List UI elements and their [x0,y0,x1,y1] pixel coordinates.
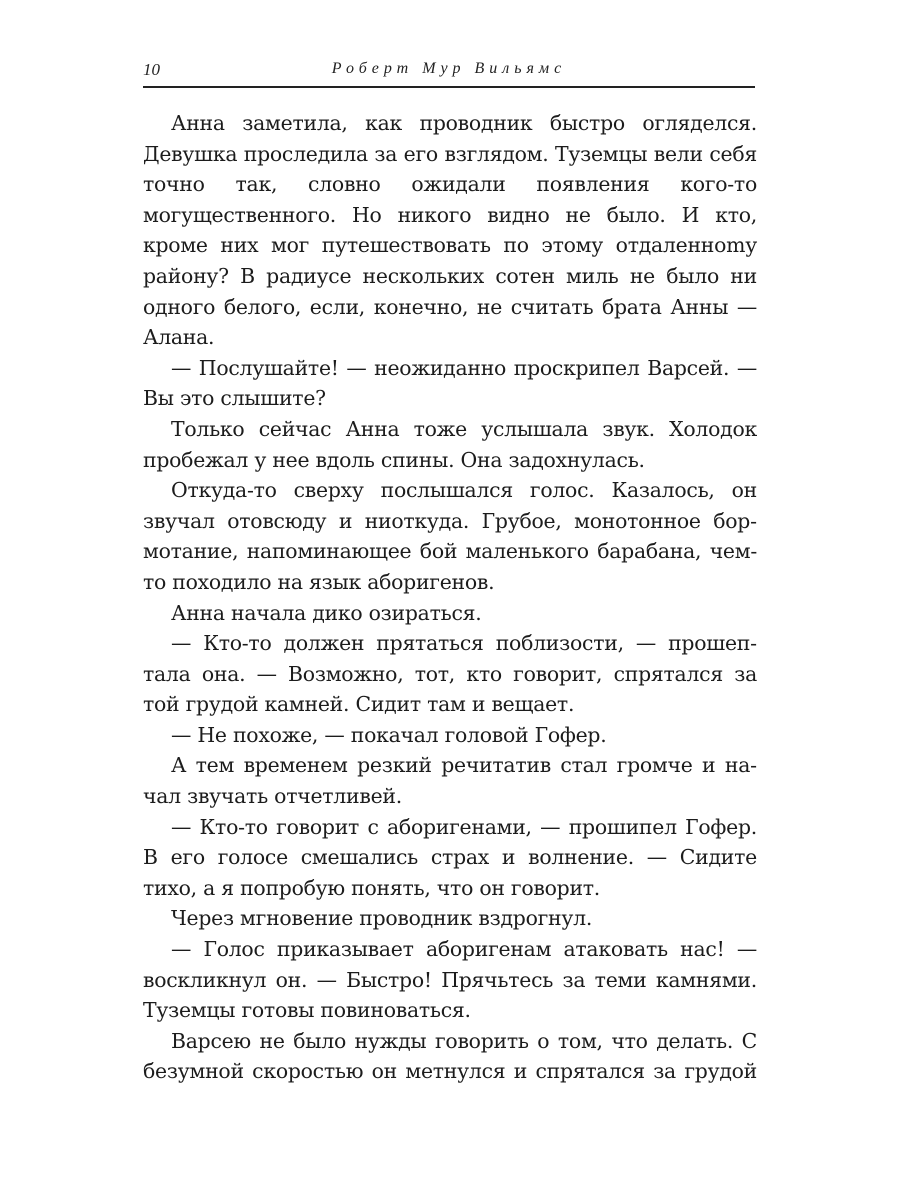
paragraph: — Кто-то должен прятаться поблизости, — прошептала она. — Возможно, тот, кто говорит, спрятался за той грудой камней. Сидит там и вещает. [143,631,757,717]
paragraph: Только сейчас Анна тоже услышала звук. Холодок пробежал у нее вдоль спины. Она задохнулась. [143,416,757,472]
paragraph: — Послушайте! — неожиданно проскрипел Варсей. — Вы это слышите? [143,355,757,411]
paragraph: Откуда-то сверху послышался голос. Казалось, он звучал отовсюду и ниоткуда. Грубое, монотонное бормотание, напоминающее бой маленького барабана, чем-то походило на язык аборигенов. [143,478,757,594]
paragraph: — Голос приказывает аборигенам атаковать нас! — воскликнул он. — Быстро! Прячьтесь за теми камнями. Туземцы готовы повиноваться. [143,937,757,1023]
text-body [143,108,757,1087]
author-name: Роберт Мур Вильямс [331,60,567,77]
paragraph: Варсею не было нужды говорить о том, что делать. С безумной скоростью он метнулся и спрятался за грудой [143,1028,757,1084]
paragraph: Анна заметила, как проводник быстро огляделся. Девушка проследила за его взглядом. Туземцы вели себя точно так, словно ожидали появления кого-то могущественного. Но никого видно не было. И кто, кроме них мог путешествовать по этому отдаленноmу району? В радиусе нескольких сотен миль не было ни одного белого, если, конечно, не считать брата Анны — Алана. [143,111,757,350]
paragraph: — Не похоже, — покачал головой Гофер. [171,722,607,747]
paragraph: Через мгновение проводник вздрогнул. [171,906,593,931]
page-number: 10 [143,60,160,79]
paragraph: — Кто-то говорит с аборигенами, — прошипел Гофер. В его голосе смешались страх и волнение. — Сидите тихо, а я попробую понять, что он говорит. [143,814,757,900]
paragraph: А тем временем резкий речитатив стал громче и начал звучать отчетливей. [143,753,757,809]
running-head [143,58,755,88]
paragraph: Анна начала дико озираться. [171,600,482,625]
